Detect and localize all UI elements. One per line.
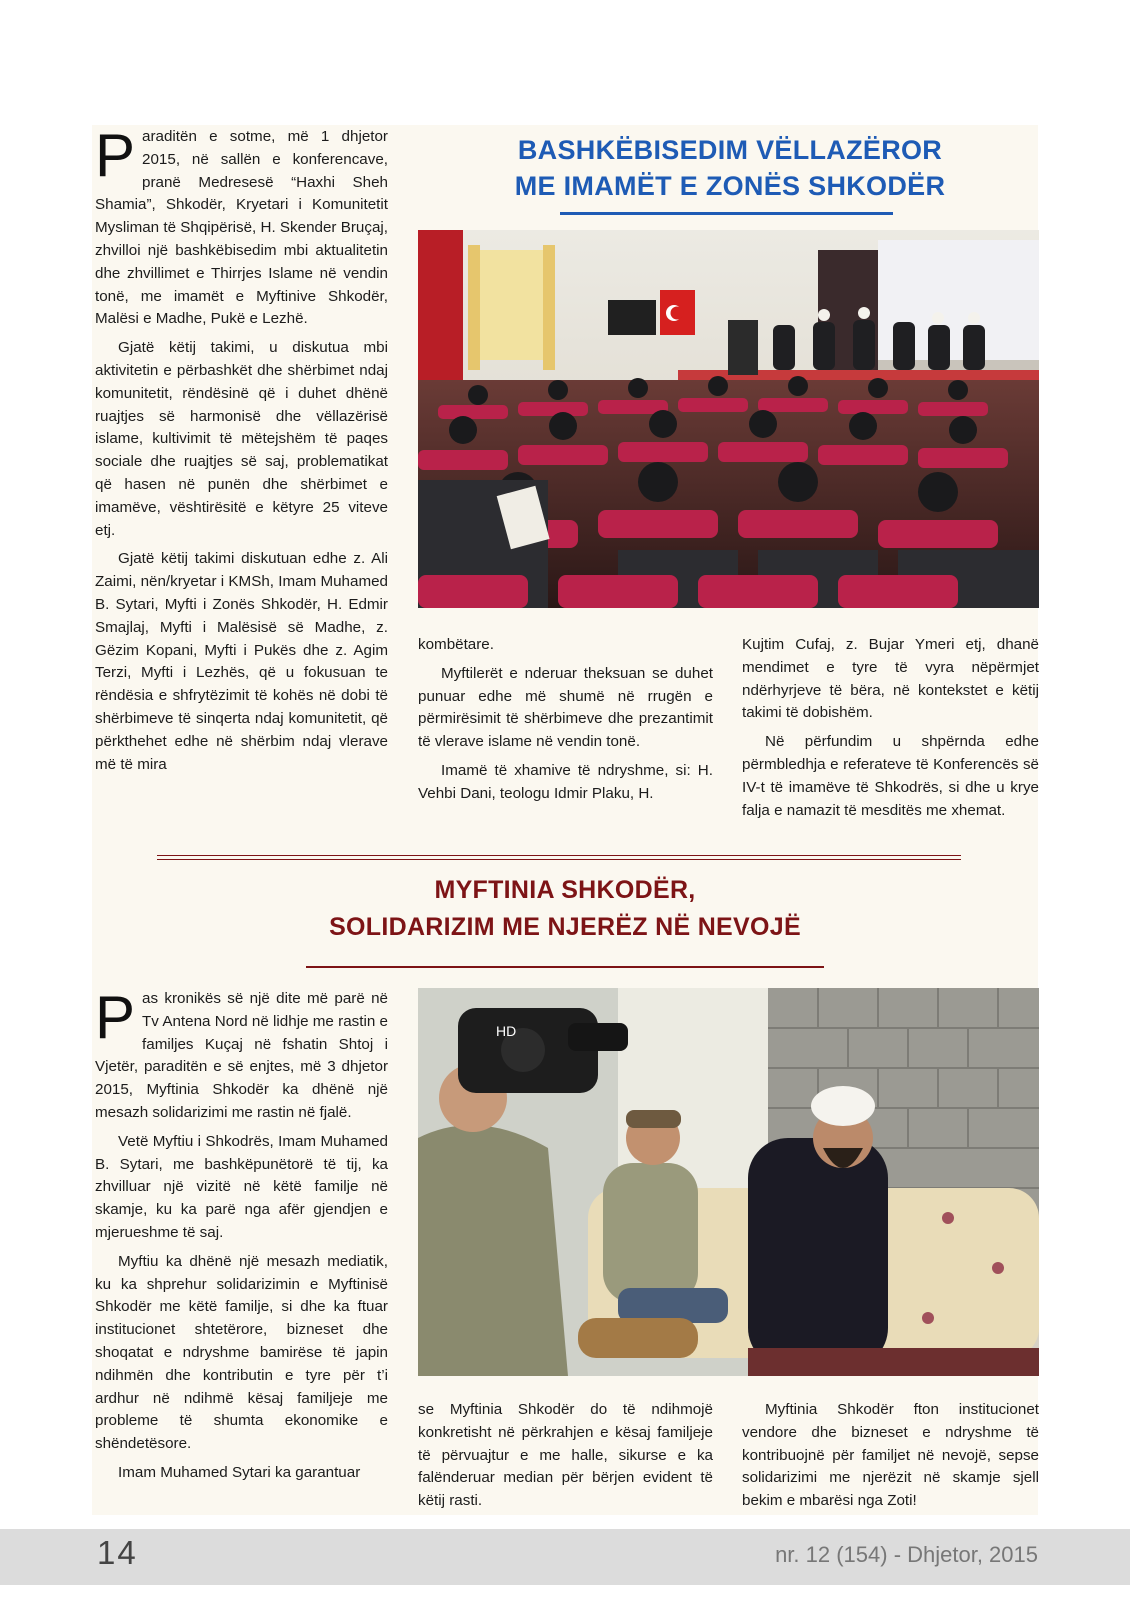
article1-headline-rule: [560, 212, 893, 215]
article2-column3-paragraph1: Myftinia Shkodër fton institucionet vendore dhe bizneset e ndryshme të kontribuojnë për familjet në nevojë, sepse solidarizimi me njerëzit në skamje sjell bekim e mbarësi nga Zoti!: [742, 1401, 1039, 1510]
conference-hall-photo: [418, 230, 1039, 608]
article2-paragraph1-text: as kronikës së një dite më parë në Tv Antena Nord në lidhje me rastin e familjes Kuçaj në fshatin Shtoj i Vjetër, paraditën e së enjtes, më 3 dhjetor 2015, Myftinia Shkodër ka dhënë një mesazh solidarizimi me rastin në fjalë.: [95, 990, 388, 1121]
article2-dropcap: P: [95, 984, 136, 1051]
article1-column2: [418, 634, 713, 812]
article1-column1: [95, 122, 388, 782]
article1-paragraph1: [95, 122, 388, 331]
article-separator-rule-thin: [157, 859, 961, 860]
article2-headline-rule: [306, 966, 824, 968]
conference-hall-illustration: [418, 230, 1039, 608]
article1-headline-line1: BASHKËBISEDIM VËLLAZËROR: [517, 135, 943, 165]
article2-paragraph4: Imam Muhamed Sytari ka garantuar: [118, 1463, 361, 1481]
article2-column2-continuation: se Myftinia Shkodër do të ndihmojë konkretisht në përkrahjen e kësaj familjeje të përvuajtur e me halle, sikurse e ka falënderuar median për bërjen evident të këtij rasti.: [418, 1401, 713, 1510]
interview-illustration: [418, 988, 1039, 1376]
article1-column2-paragraph1: Myftilerët e nderuar theksuan se duhet punuar edhe më shumë në rrugën e përmirësimit të shërbimeve dhe prezantimit të vlerave islame në vendin tonë.: [418, 664, 713, 751]
article1-column3-continuation: Kujtim Cufaj, z. Bujar Ymeri etj, dhanë mendimet e tyre të vyra nëpërmjet ndërhyrjeve të bëra, në kontekstet e këtij takimi të dobishëm.: [742, 636, 1039, 722]
article1-column2-continuation: kombëtare.: [418, 636, 494, 653]
article1-paragraph2: Gjatë këtij takimi, u diskutua mbi aktivitetin e përbashkët dhe shërbimet ndaj komunitetit, rëndësinë që i duhet dhënë ruajtjes së harmonisë dhe vëllazërisë islame, kultivimit të mëtejshëm të paqes sociale dhe ruajtjes së saj, problematikat që hasen në punën dhe shërbimet e imamëve, vështirësitë e këtyre 25 viteve etj.: [95, 339, 388, 539]
article2-column2: [418, 1399, 713, 1519]
article1-column2-paragraph2: Imamë të xhamive të ndryshme, si: H. Vehbi Dani, teologu Idmir Plaku, H.: [418, 761, 713, 802]
article2-headline-line1: MYFTINIA SHKODËR,: [434, 876, 696, 904]
article1-headline: [420, 132, 1040, 204]
article1-paragraph1-text: araditën e sotme, më 1 dhjetor 2015, në sallën e konferencave, pranë Medresesë “Haxhi Sheh Shamia”, Shkodër, Kryetari i Komunitetit Mysliman të Shqipërisë, H. Skender Bruçaj, zhvilloi një bashkëbisedim mbi aktualitetin dhe zhvillimet e Thirrjes Islame në vendin tonë, me imamët e Myftinive Shkodër, Malësi e Madhe, Pukë e Lezhë.: [95, 128, 388, 328]
article2-headline: [260, 872, 870, 946]
article1-column3: [742, 634, 1039, 828]
article1-dropcap: P: [95, 122, 136, 189]
article1-paragraph3: Gjatë këtij takimi diskutuan edhe z. Ali Zaimi, nën/kryetar i KMSh, Imam Muhamed B. Sytari, Myfti i Zonës Shkodër, H. Edmir Smajlaj, Myfti i Malësisë së Madhe, z. Gëzim Kopani, Myfti i Pukës dhe z. Agim Terzi, Myfti i Lezhës, që u fokusuan te rëndësia e shfrytëzimit të kohës në dobi të shërbimeve të sinqerta ndaj komunitetit, që përkthehet edhe në shërbim ndaj vlerave më të mira: [95, 550, 388, 773]
hd-label-graphic: HD: [496, 1023, 517, 1039]
article2-column1: [95, 984, 388, 1491]
article2-paragraph3: Myftiu ka dhënë një mesazh mediatik, ku ka shprehur solidarizimin e Myftinisë Shkodër me këtë familje, si dhe ka ftuar institucionet shtetërore, bizneset dhe shoqatat e ndryshme bamirëse të japin ndihmën dhe kontributin e tyre për t’i ardhur në ndihmë kësaj familjeje me probleme të shumta ekonomike e shëndetësore.: [95, 1252, 388, 1453]
article2-headline-line2: SOLIDARIZIM ME NJERËZ NË NEVOJË: [329, 913, 801, 941]
article1-column3-paragraph1: Në përfundim u shpërnda edhe përmbledhja e referateve të Konferencës së IV-t të imamëve të Shkodrës, si dhe u krye falja e namazit të mesditës me xhemat.: [742, 733, 1039, 819]
article-separator-rule: [157, 855, 961, 856]
article2-paragraph2: Vetë Myftiu i Shkodrës, Imam Muhamed B. Sytari, me bashkëpunëtorë të tij, ka zhvilluar një vizitë në këtë familje në skamje, ku ka parë nga afër gjendjen e mjerueshme të saj.: [95, 1132, 388, 1241]
issue-label: nr. 12 (154) - Dhjetor, 2015: [775, 1542, 1038, 1567]
interview-photo: [418, 988, 1039, 1376]
article2-paragraph1: [95, 984, 388, 1125]
article1-headline-line2: ME IMAMËT E ZONËS SHKODËR: [514, 171, 946, 201]
article2-column3: [742, 1399, 1039, 1519]
page-number: 14: [97, 1534, 138, 1571]
